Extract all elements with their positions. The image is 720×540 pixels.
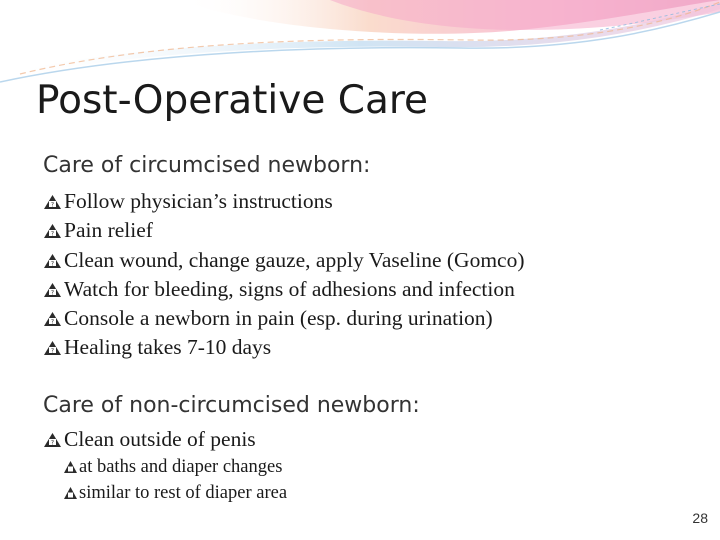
page-number: 28	[692, 510, 708, 526]
missing-glyph-icon	[43, 253, 62, 269]
list-item	[43, 425, 256, 454]
list-item	[63, 481, 287, 507]
svg-text:?: ?	[50, 201, 55, 209]
missing-glyph-icon	[43, 340, 62, 356]
svg-text:?: ?	[50, 260, 55, 268]
bullet-text: Follow physician’s instructions	[64, 189, 333, 213]
svg-text:?: ?	[50, 289, 55, 297]
list-item	[63, 455, 287, 481]
section-heading-non-circumcised: Care of non-circumcised newborn:	[43, 393, 420, 418]
missing-glyph-icon	[43, 223, 62, 239]
missing-glyph-icon	[63, 486, 78, 500]
slide-title: Post-Operative Care	[36, 78, 429, 123]
list-item	[43, 304, 525, 333]
bullet-text: Watch for bleeding, signs of adhesions and infection	[64, 276, 515, 301]
section-heading-circumcised: Care of circumcised newborn:	[43, 153, 371, 178]
missing-glyph-icon	[43, 311, 62, 327]
missing-glyph-icon	[43, 194, 62, 210]
list-item	[43, 333, 525, 362]
missing-glyph-icon	[43, 282, 62, 298]
svg-text:?: ?	[50, 230, 55, 238]
bullet-text: Pain relief	[64, 218, 153, 243]
svg-text:?: ?	[50, 347, 55, 355]
list-item	[43, 246, 525, 275]
circumcised-care-list	[43, 187, 525, 363]
bullet-text: Healing takes 7-10 days	[64, 335, 272, 360]
missing-glyph-icon	[43, 432, 62, 448]
list-item	[43, 275, 525, 304]
missing-glyph-icon	[63, 460, 78, 474]
sub-bullet-text: at baths and diaper changes	[79, 457, 283, 477]
bullet-text: Console a newborn in pain (esp. during urination)	[64, 306, 493, 331]
non-circumcised-sub-list	[63, 455, 287, 506]
bullet-text: Clean outside of penis	[64, 427, 256, 451]
non-circumcised-care-list	[43, 425, 256, 454]
bullet-text: Clean wound, change gauze, apply Vaseline (Gomco)	[64, 247, 525, 272]
sub-bullet-text: similar to rest of diaper area	[79, 482, 288, 503]
list-item	[43, 187, 525, 216]
svg-text:?: ?	[50, 439, 55, 447]
list-item	[43, 216, 525, 245]
svg-text:?: ?	[50, 318, 55, 326]
top-wave-decoration	[0, 0, 720, 90]
